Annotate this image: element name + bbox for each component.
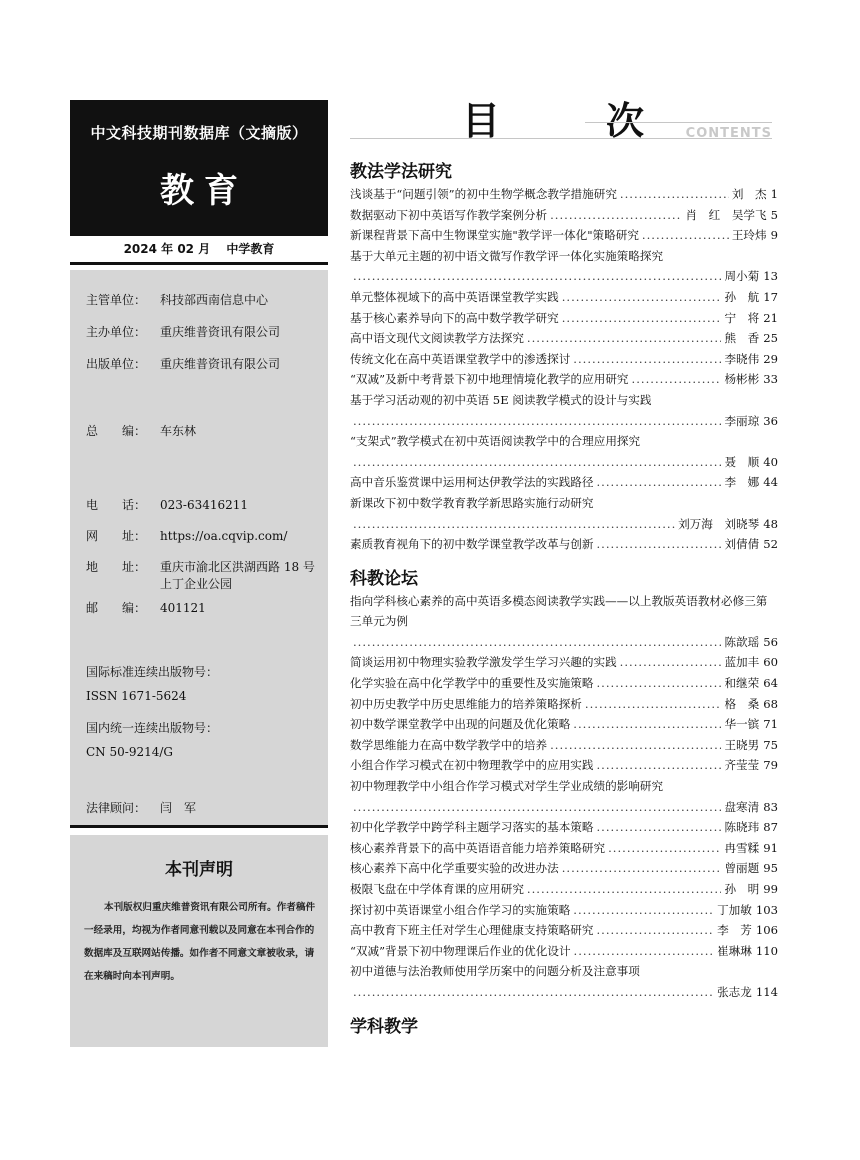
toc-entry[interactable] (350, 390, 778, 431)
entry-page: 52 (763, 537, 778, 552)
toc-entry[interactable] (350, 961, 778, 1002)
info-zip: 邮 编： 401121 (86, 601, 206, 615)
toc-entry[interactable] (350, 225, 778, 246)
leader-dots (596, 534, 721, 555)
info-phone: 电 话： 023-63416211 (86, 498, 249, 512)
entry-author: 盘寒清 (724, 799, 760, 814)
entry-line (350, 755, 778, 776)
leader-dots (353, 514, 675, 535)
toc-entry[interactable] (350, 493, 778, 534)
entry-title: 数据驱动下初中英语写作教学案例分析 (350, 207, 548, 222)
entry-leader-line (350, 452, 778, 473)
leader-dots (353, 632, 721, 653)
toc-entry[interactable] (350, 838, 778, 859)
masthead (70, 100, 328, 236)
entry-page: 29 (763, 351, 778, 366)
leader-dots (353, 982, 714, 1003)
toc-entry[interactable] (350, 534, 778, 555)
toc-entry[interactable] (350, 879, 778, 900)
leader-dots (596, 817, 721, 838)
entry-line (350, 328, 778, 349)
entry-leader-line (350, 982, 778, 1003)
entry-author: 格 桑 (724, 696, 760, 711)
info-sponsor: 主办单位： 重庆维普资讯有限公司 (86, 325, 281, 339)
section-title: 教法学法研究 (350, 162, 452, 182)
entry-title: 高中语文现代文阅读教学方法探究 (350, 331, 524, 346)
entry-title: 核心素养下高中化学重要实验的改进办法 (350, 861, 559, 876)
entry-line (350, 673, 778, 694)
entry-line (350, 714, 778, 735)
toc-entry[interactable] (350, 652, 778, 673)
entry-author: 李晓伟 (724, 351, 760, 366)
entry-author: 陈歆瑶 (724, 634, 760, 649)
entry-line (350, 225, 778, 246)
toc-entry[interactable] (350, 817, 778, 838)
entry-page: 13 (763, 269, 778, 284)
leader-dots (620, 184, 729, 205)
entry-page: 40 (763, 454, 778, 469)
entry-title: 初中道德与法治教师使用学历案中的问题分析及注意事项 (350, 964, 640, 979)
entry-page: 56 (763, 634, 778, 649)
toc-entry[interactable] (350, 735, 778, 756)
entry-title: 化学实验在高中化学教学中的重要性及实施策略 (350, 676, 594, 691)
leader-dots (353, 266, 721, 287)
toc-entry[interactable] (350, 246, 778, 287)
entry-title: 新课程背景下高中生物课堂实施"教学评一体化"策略研究 (350, 228, 639, 243)
entry-title: 极限飞盘在中学体育课的应用研究 (350, 882, 524, 896)
toc-entry[interactable] (350, 308, 778, 329)
entry-page: 87 (763, 820, 778, 835)
entry-author: 刘倩倩 (724, 537, 760, 552)
entry-page: 106 (755, 923, 778, 938)
entry-title: 数学思维能力在高中数学教学中的培养 (350, 737, 548, 752)
section-gap (350, 1003, 778, 1015)
entry-line (350, 287, 778, 308)
entry-author: 孙 航 (724, 289, 760, 304)
toc-entry[interactable] (350, 900, 778, 921)
info-cn: CN 50-9214/G (86, 745, 173, 759)
section-gap (350, 555, 778, 567)
entry-leader-line (350, 632, 778, 653)
info-address: 地 址： 重庆市渝北区洪湖西路 18 号上丁企业公园 (86, 560, 315, 591)
section-title: 学科教学 (350, 1016, 418, 1037)
entry-page: 68 (763, 696, 778, 711)
entry-title: 基于大单元主题的初中语文微写作教学评一体化实施策略探究 (350, 248, 664, 263)
entry-author: 孙 明 (724, 882, 760, 896)
entry-author: 刘万海 刘晓琴 (678, 516, 760, 531)
entry-line (350, 838, 778, 859)
issue-date: 2024 年 02 月 (123, 242, 211, 256)
entry-author: 崔琳琳 (717, 943, 752, 958)
entry-line (350, 369, 778, 390)
entry-title: 初中化学教学中跨学科主题学习落实的基本策略 (350, 820, 594, 835)
entry-author: 曾丽题 (724, 861, 760, 876)
entry-author: 杨彬彬 (724, 372, 760, 387)
leader-dots (527, 879, 722, 900)
entry-title: 简谈运用初中物理实验教学激发学生学习兴趣的实践 (350, 655, 617, 670)
toc-entry[interactable] (350, 776, 778, 817)
toc-entry[interactable] (350, 205, 778, 226)
leader-dots (562, 308, 722, 329)
info-supervisor: 主管单位： 科技部西南信息中心 (86, 293, 269, 307)
leader-dots (562, 858, 722, 879)
leader-dots (573, 900, 714, 921)
leader-dots (353, 797, 721, 818)
entry-page: 44 (763, 475, 778, 490)
entry-author: 熊 香 (724, 331, 760, 346)
entry-author: 蓝加丰 (724, 655, 760, 670)
toc-entry[interactable] (350, 369, 778, 390)
entry-page: 83 (763, 799, 778, 814)
entry-author: 刘 杰 (731, 187, 767, 201)
entry-title: 初中物理教学中小组合作学习模式对学生学业成绩的影响研究 (350, 779, 664, 794)
entry-page: 48 (763, 516, 778, 531)
toc-entry[interactable] (350, 287, 778, 308)
entry-page: 114 (755, 984, 778, 999)
edition-name: 中学教育 (226, 242, 275, 256)
entry-page: 71 (763, 717, 778, 732)
leader-dots (550, 735, 721, 756)
info-publisher: 出版单位： 重庆维普资讯有限公司 (86, 357, 281, 371)
entry-line (350, 941, 778, 962)
toc-entry[interactable] (350, 184, 778, 205)
leader-dots (596, 673, 721, 694)
toc-entry[interactable] (350, 920, 778, 941)
database-name: 中文科技期刊数据库（文摘版） (90, 124, 308, 142)
leader-dots (353, 452, 721, 473)
entry-line (350, 817, 778, 838)
leader-dots (642, 225, 729, 246)
entry-page: 33 (763, 372, 778, 387)
leader-dots (620, 652, 722, 673)
entry-author: 丁加敏 (717, 902, 752, 917)
entry-title: 基于核心素养导向下的高中数学教学研究 (350, 310, 559, 325)
entry-title: 浅谈基于“问题引领”的初中生物学概念教学措施研究 (350, 187, 617, 201)
toc-header (350, 90, 772, 143)
entry-title: 初中历史教学中历史思维能力的培养策略探析 (350, 696, 582, 711)
entry-page: 91 (763, 840, 778, 855)
toc-entry[interactable] (350, 431, 778, 472)
leader-dots (632, 369, 722, 390)
entry-title: 单元整体视域下的高中英语课堂教学实践 (350, 289, 559, 304)
entry-title: “双减”及新中考背景下初中地理情境化教学的应用研究 (350, 372, 629, 387)
issue-line (70, 236, 328, 265)
leader-dots (608, 838, 721, 859)
info-issn: ISSN 1671-5624 (86, 689, 187, 703)
entry-author: 肖 红 吴学飞 (685, 207, 767, 222)
entry-author: 宁 将 (724, 310, 760, 325)
toc-entry[interactable] (350, 673, 778, 694)
entry-page: 75 (763, 737, 778, 752)
entry-line (350, 920, 778, 941)
entry-author: 周小菊 (724, 269, 760, 284)
contents-label: CONTENTS (685, 126, 772, 141)
entry-author: 冉雪糅 (724, 840, 760, 855)
entry-page: 99 (763, 882, 778, 896)
toc-title: 目 次 (462, 98, 679, 143)
info-cn-label: 国内统一连续出版物号： (86, 721, 219, 735)
entry-page: 17 (763, 289, 778, 304)
entry-author: 李丽琼 (724, 413, 760, 428)
entry-line (350, 735, 778, 756)
toc-entry[interactable] (350, 941, 778, 962)
entry-page: 9 (770, 228, 778, 243)
entry-title: 初中数学课堂教学中出现的问题及优化策略 (350, 717, 571, 732)
info-issn-label: 国际标准连续出版物号： (86, 665, 219, 679)
entry-page: 5 (770, 207, 778, 222)
publication-info (70, 270, 328, 828)
entry-line (350, 349, 778, 370)
entry-title: 探讨初中英语课堂小组合作学习的实施策略 (350, 902, 571, 917)
entry-author: 王玲炜 (731, 228, 767, 243)
entry-author: 王晓男 (724, 737, 760, 752)
leader-dots (353, 411, 721, 432)
leader-dots (596, 472, 721, 493)
toc-entry[interactable] (350, 694, 778, 715)
entry-author: 和继荣 (724, 676, 760, 691)
info-editor: 总 编： 车东林 (86, 424, 197, 438)
left-column (70, 100, 328, 982)
entry-page: 95 (763, 861, 778, 876)
leader-dots (574, 941, 715, 962)
entry-title: 基于学习活动观的初中英语 5E 阅读教学模式的设计与实践 (350, 392, 652, 407)
info-website: 网 址： https://oa.cqvip.com/ (86, 529, 288, 543)
entry-author: 张志龙 (717, 984, 752, 999)
toc-entry[interactable] (350, 328, 778, 349)
leader-dots (562, 287, 722, 308)
entry-title: 小组合作学习模式在初中物理教学中的应用实践 (350, 758, 594, 773)
entry-page: 103 (755, 902, 778, 917)
entry-line (350, 308, 778, 329)
leader-dots (596, 920, 714, 941)
entry-page: 79 (763, 758, 778, 773)
leader-dots (550, 205, 682, 226)
entry-author: 李 芳 (717, 923, 752, 938)
toc-entry[interactable] (350, 591, 778, 653)
entry-title: 高中教育下班主任对学生心理健康支持策略研究 (350, 923, 594, 938)
entry-title: 素质教育视角下的初中数学课堂教学改革与创新 (350, 537, 594, 552)
section-title: 科教论坛 (350, 568, 418, 589)
copyright-notice (70, 835, 328, 1047)
leader-dots (527, 328, 722, 349)
entry-line (350, 205, 778, 226)
entry-page: 36 (763, 413, 778, 428)
entry-line (350, 900, 778, 921)
entry-leader-line (350, 266, 778, 287)
entry-page: 1 (770, 187, 778, 201)
entry-line (350, 879, 778, 900)
entry-page: 110 (755, 943, 778, 958)
leader-dots (573, 349, 721, 370)
info-legal: 法律顾问： 闫 军 (86, 801, 197, 815)
entry-title: 新课改下初中数学教育教学新思路实施行动研究 (350, 495, 594, 510)
toc-entry[interactable] (350, 858, 778, 879)
entry-line (350, 652, 778, 673)
entry-author: 齐莹莹 (724, 758, 760, 773)
header-rule (585, 122, 772, 123)
notice-title: 本刊声明 (165, 860, 233, 880)
entry-line (350, 534, 778, 555)
entry-page: 25 (763, 331, 778, 346)
entry-page: 60 (763, 655, 778, 670)
entry-page: 64 (763, 676, 778, 691)
entry-title: “双减”背景下初中物理课后作业的优化设计 (350, 943, 571, 958)
toc-entry[interactable] (350, 755, 778, 776)
entry-line (350, 184, 778, 205)
entry-title: “支架式”教学模式在初中英语阅读教学中的合理应用探究 (350, 434, 641, 449)
entry-page: 21 (763, 310, 778, 325)
notice-body: 本刊版权归重庆维普资讯有限公司所有。作者稿件一经录用，均视为作者同意刊载以及同意在本刊合作的数据库及互联网站传播。如作者不同意文章被收录，请在来稿时向本刊声明。 (84, 902, 316, 982)
entry-line (350, 694, 778, 715)
entry-leader-line (350, 797, 778, 818)
table-of-contents (350, 160, 778, 1039)
toc-entry[interactable] (350, 714, 778, 735)
leader-dots (573, 714, 721, 735)
entry-title: 传统文化在高中英语课堂教学中的渗透探讨 (350, 351, 571, 366)
entry-author: 李 娜 (724, 475, 760, 490)
entry-title: 核心素养背景下的高中英语语音能力培养策略研究 (350, 840, 606, 855)
entry-leader-line (350, 514, 778, 535)
entry-leader-line (350, 411, 778, 432)
entry-author: 陈晓玮 (724, 820, 760, 835)
leader-dots (596, 755, 721, 776)
entry-author: 华一镔 (724, 717, 760, 732)
toc-entry[interactable] (350, 349, 778, 370)
entry-title: 高中音乐鉴赏课中运用柯达伊教学法的实践路径 (350, 475, 594, 490)
entry-author: 聂 顺 (724, 454, 760, 469)
leader-dots (585, 694, 722, 715)
toc-entry[interactable] (350, 472, 778, 493)
entry-line (350, 858, 778, 879)
entry-title: 指向学科核心素养的高中英语多模态阅读教学实践——以上教版英语教材必修三第三单元为例 (350, 593, 768, 629)
entry-line (350, 472, 778, 493)
magazine-name: 教育 (160, 171, 248, 211)
